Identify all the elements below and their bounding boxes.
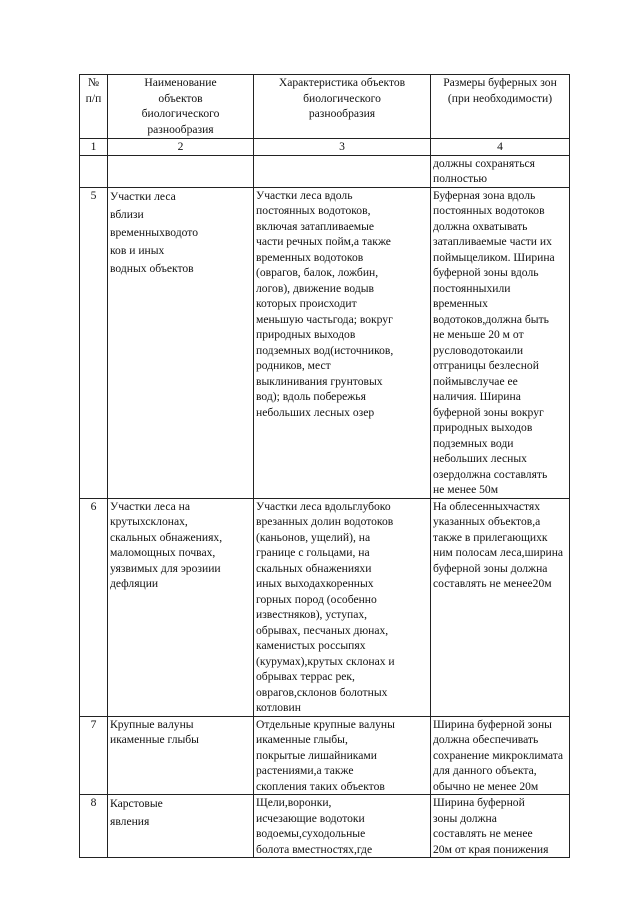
column-number: 2 (108, 139, 254, 156)
cell-buffer: Буферная зона вдоль постоянных водотоков должна охватывать затапливаемые части их поймыцеликом. Ширина буферной зоны вдоль постоянныхили временных водотоков,должна быть не меньше 20 м от русловодотокаили отграницы безлесной поймывслучае ее наличия. Ширина буферной зоны вокруг природных выходов подземных води небольших лесных озердолжна составлять не менее 50м (431, 187, 570, 498)
cell-buffer: должны сохраняться полностью (431, 155, 570, 187)
row-number: 8 (80, 795, 108, 858)
table-row (80, 795, 570, 858)
cell-object-name: Карстовые явления (108, 795, 254, 858)
cell-object-name: Участки леса вблизи временныхводото ков и иных водных объектов (108, 187, 254, 498)
cell-empty (80, 155, 108, 187)
header-characteristic: Характеристика объектов биологического разнообразия (254, 75, 431, 139)
cell-characteristic: Отдельные крупные валуны икаменные глыбы, покрытые лишайниками растениями,а также скопления таких объектов (254, 716, 431, 795)
cell-characteristic: Щели,воронки, исчезающие водотоки водоемы,суходольные болота вместностях,где (254, 795, 431, 858)
header-number: № п/п (80, 75, 108, 139)
cell-buffer: На облесенныхчастях указанных объектов,а также в прилегающихк ним полосам леса,ширина буферной зоны должна составлять не менее20м (431, 498, 570, 716)
cell-buffer: Ширина буферной зоны должна составлять не менее 20м от края понижения (431, 795, 570, 858)
column-number: 1 (80, 139, 108, 156)
header-row (80, 75, 570, 139)
row-number: 6 (80, 498, 108, 716)
table-row (80, 187, 570, 498)
cell-empty (108, 155, 254, 187)
column-number: 4 (431, 139, 570, 156)
column-number: 3 (254, 139, 431, 156)
buffer-zones-table (79, 74, 570, 858)
cell-object-name: Крупные валуны икаменные глыбы (108, 716, 254, 795)
header-buffer-size: Размеры буферных зон (при необходимости) (431, 75, 570, 139)
cell-characteristic: Участки леса вдоль постоянных водотоков, включая затапливаемые части речных пойм,а также временных водотоков (оврагов, балок, ложбин, логов), движение водыв которых происходит меньшую частьгода; вокруг природных выходов подземных вод(источников, родников, мест выклинивания грунтовых вод); вдоль побережья небольших лесных озер (254, 187, 431, 498)
table-row (80, 716, 570, 795)
cell-empty (254, 155, 431, 187)
cell-object-name: Участки леса на крутыхсклонах, скальных обнажениях, маломощных почвах, уязвимых для эрозиии дефляции (108, 498, 254, 716)
cell-buffer: Ширина буферной зоны должна обеспечивать сохранение микроклимата для данного объекта, обычно не менее 20м (431, 716, 570, 795)
row-number: 5 (80, 187, 108, 498)
row-number: 7 (80, 716, 108, 795)
header-object-name: Наименование объектов биологического разнообразия (108, 75, 254, 139)
table-row (80, 498, 570, 716)
cell-characteristic: Участки леса вдольглубоко врезанных долин водотоков (каньонов, ущелий), на границе с гольцами, на скальных обнаженияхи иных выходахкоренных горных пород (особенно известняков), уступах, обрывах, песчаных дюнах, каменистых россыпях (курумах),крутых склонах и обрывах террас рек, оврагов,склонов болотных котловин (254, 498, 431, 716)
column-number-row (80, 139, 570, 156)
table-row-continued (80, 155, 570, 187)
